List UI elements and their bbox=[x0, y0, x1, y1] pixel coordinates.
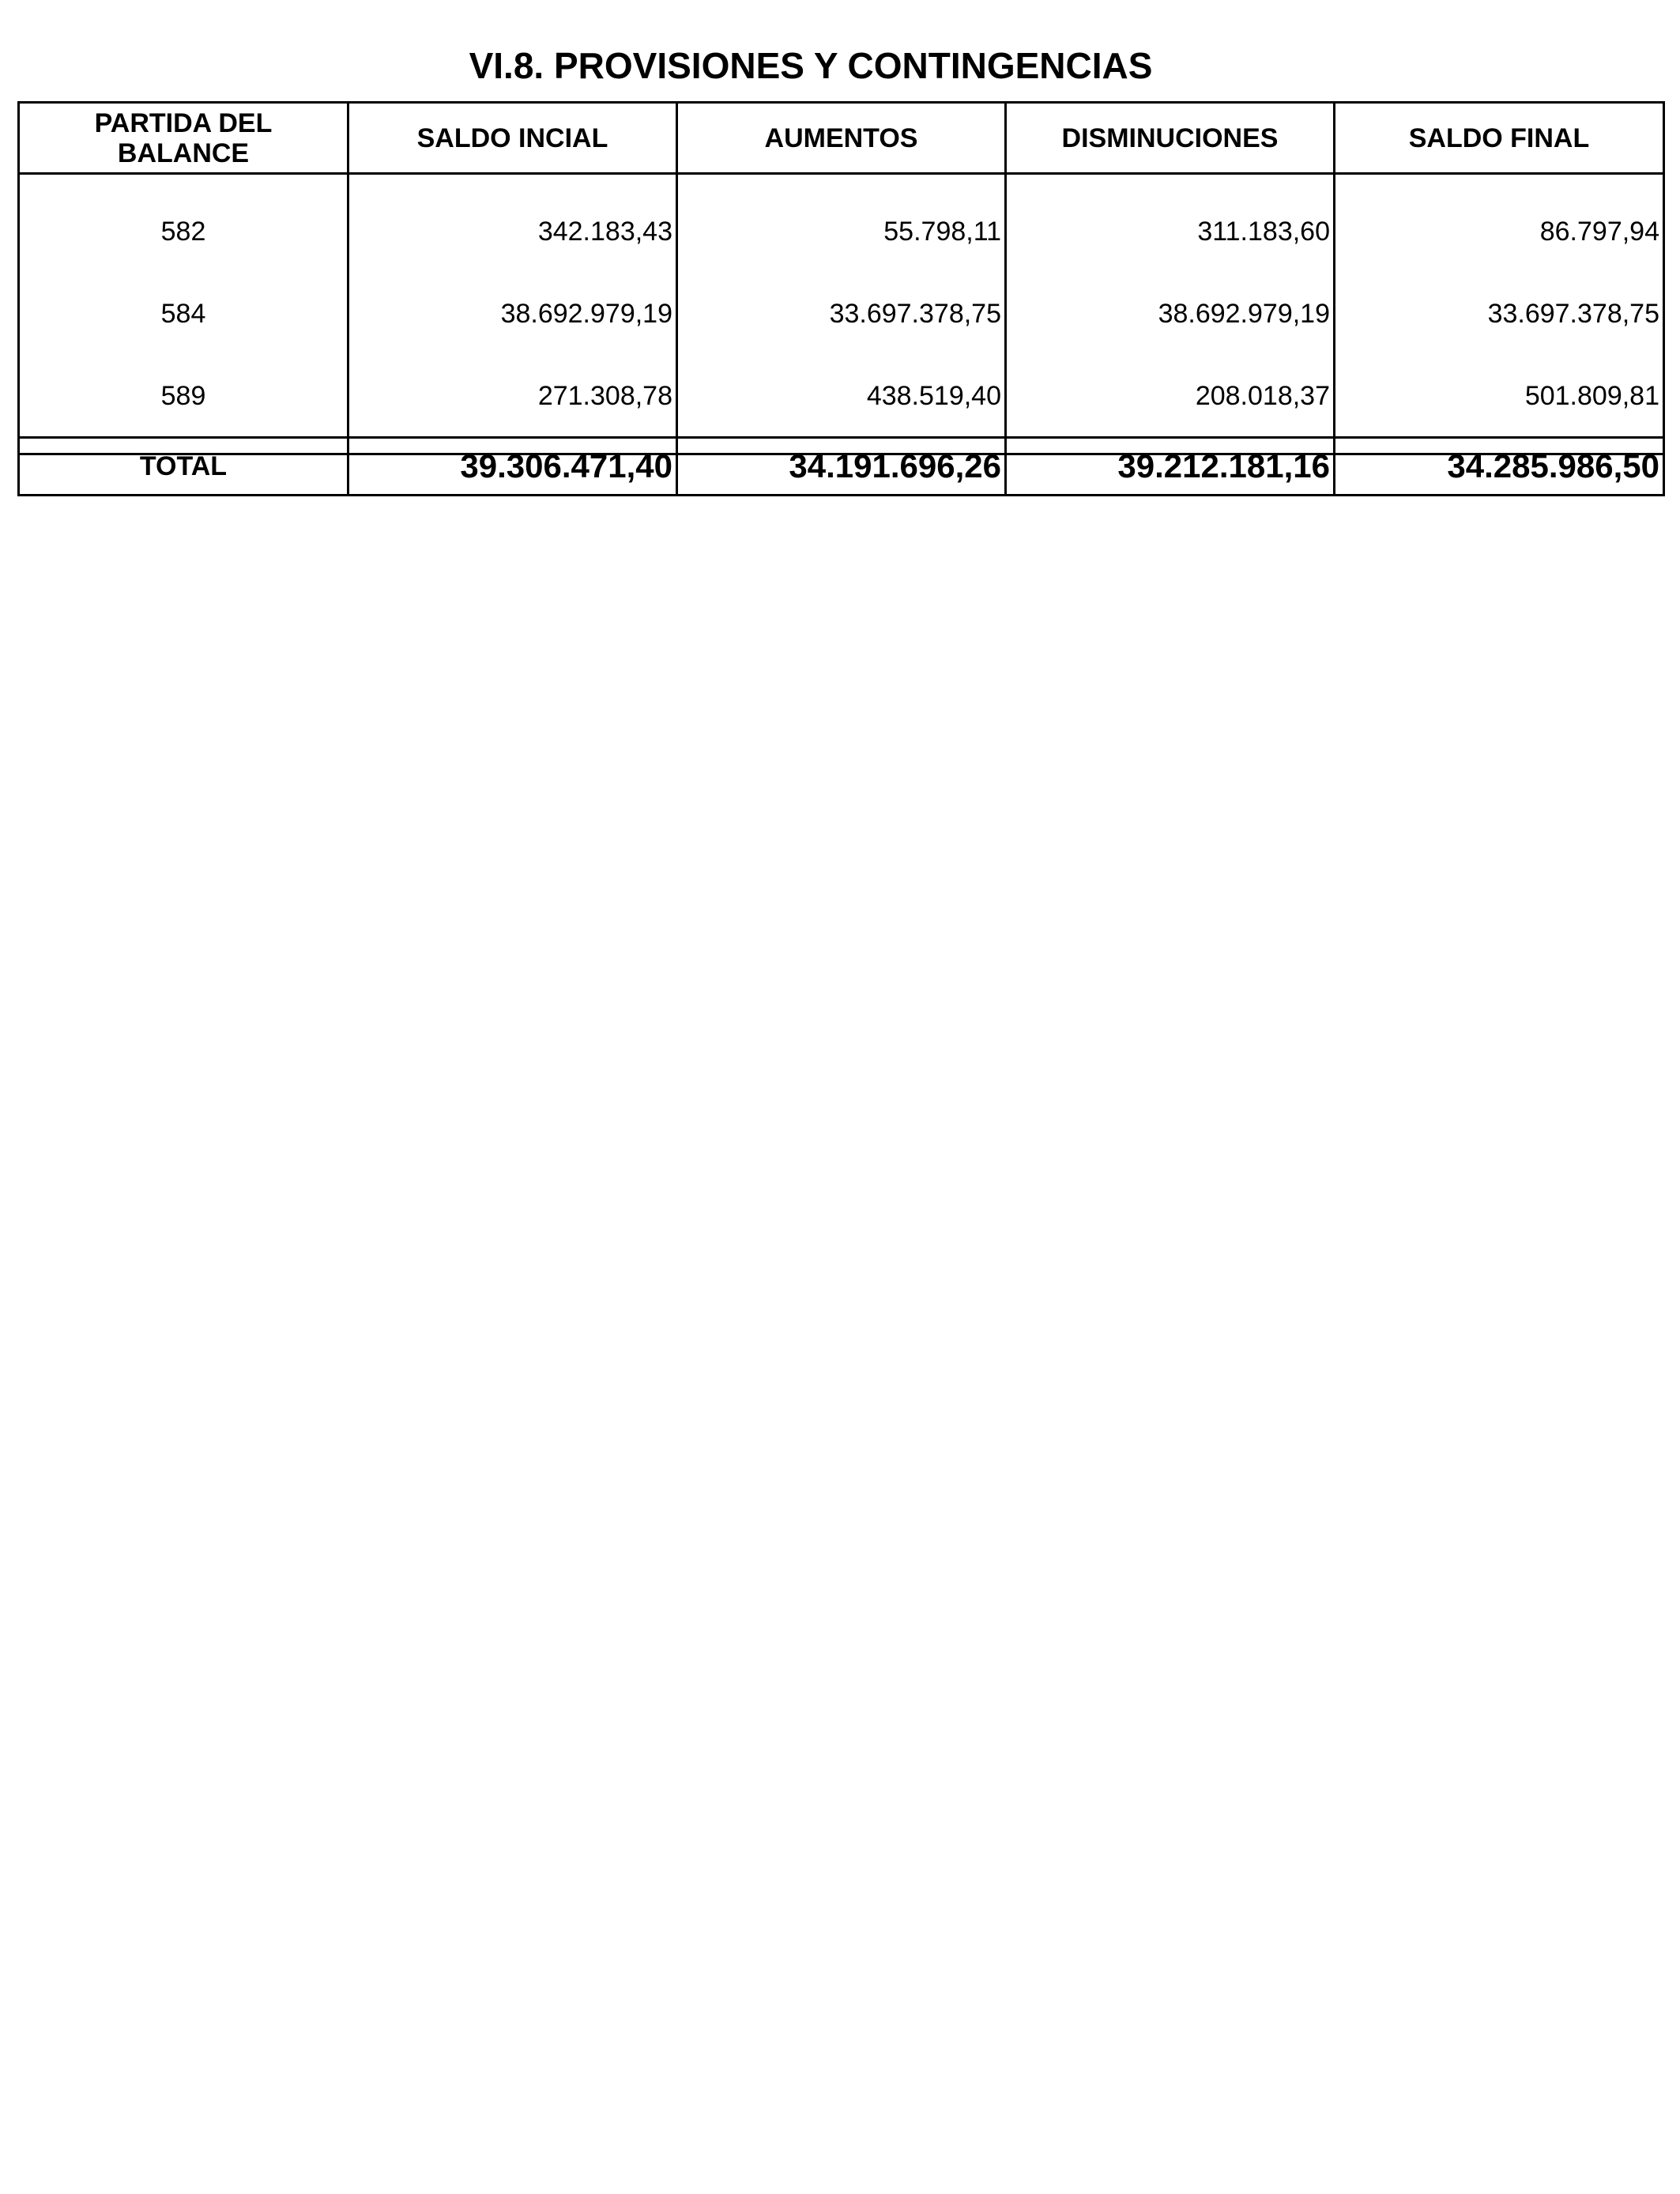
cell-disminuciones: 311.183,60 bbox=[1006, 174, 1335, 273]
total-saldo-final: 34.285.986,50 bbox=[1335, 438, 1664, 496]
cell-aumentos: 55.798,11 bbox=[677, 174, 1006, 273]
provisions-table bbox=[17, 101, 1665, 455]
cell-saldo-final: 86.797,94 bbox=[1335, 174, 1664, 273]
total-table bbox=[17, 436, 1665, 496]
cell-aumentos: 33.697.378,75 bbox=[677, 273, 1006, 355]
cell-aumentos: 438.519,40 bbox=[677, 355, 1006, 454]
cell-partida: 589 bbox=[19, 355, 348, 454]
header-saldo-final: SALDO FINAL bbox=[1335, 103, 1664, 174]
header-partida: PARTIDA DEL BALANCE bbox=[19, 103, 348, 174]
header-aumentos: AUMENTOS bbox=[677, 103, 1006, 174]
total-aumentos: 34.191.696,26 bbox=[677, 438, 1006, 496]
cell-disminuciones: 38.692.979,19 bbox=[1006, 273, 1335, 355]
cell-saldo-inicial: 342.183,43 bbox=[348, 174, 677, 273]
cell-saldo-final: 501.809,81 bbox=[1335, 355, 1664, 454]
total-label: TOTAL bbox=[19, 438, 348, 496]
total-row bbox=[19, 438, 1664, 496]
cell-disminuciones: 208.018,37 bbox=[1006, 355, 1335, 454]
total-disminuciones: 39.212.181,16 bbox=[1006, 438, 1335, 496]
total-saldo-inicial: 39.306.471,40 bbox=[348, 438, 677, 496]
cell-partida: 582 bbox=[19, 174, 348, 273]
table-header-row bbox=[19, 103, 1664, 174]
cell-saldo-inicial: 38.692.979,19 bbox=[348, 273, 677, 355]
header-saldo-inicial: SALDO INCIAL bbox=[348, 103, 677, 174]
cell-partida: 584 bbox=[19, 273, 348, 355]
cell-saldo-final: 33.697.378,75 bbox=[1335, 273, 1664, 355]
header-disminuciones: DISMINUCIONES bbox=[1006, 103, 1335, 174]
page-title: VI.8. PROVISIONES Y CONTINGENCIAS bbox=[469, 45, 1153, 86]
table-row bbox=[19, 273, 1664, 355]
cell-saldo-inicial: 271.308,78 bbox=[348, 355, 677, 454]
table-row bbox=[19, 174, 1664, 273]
